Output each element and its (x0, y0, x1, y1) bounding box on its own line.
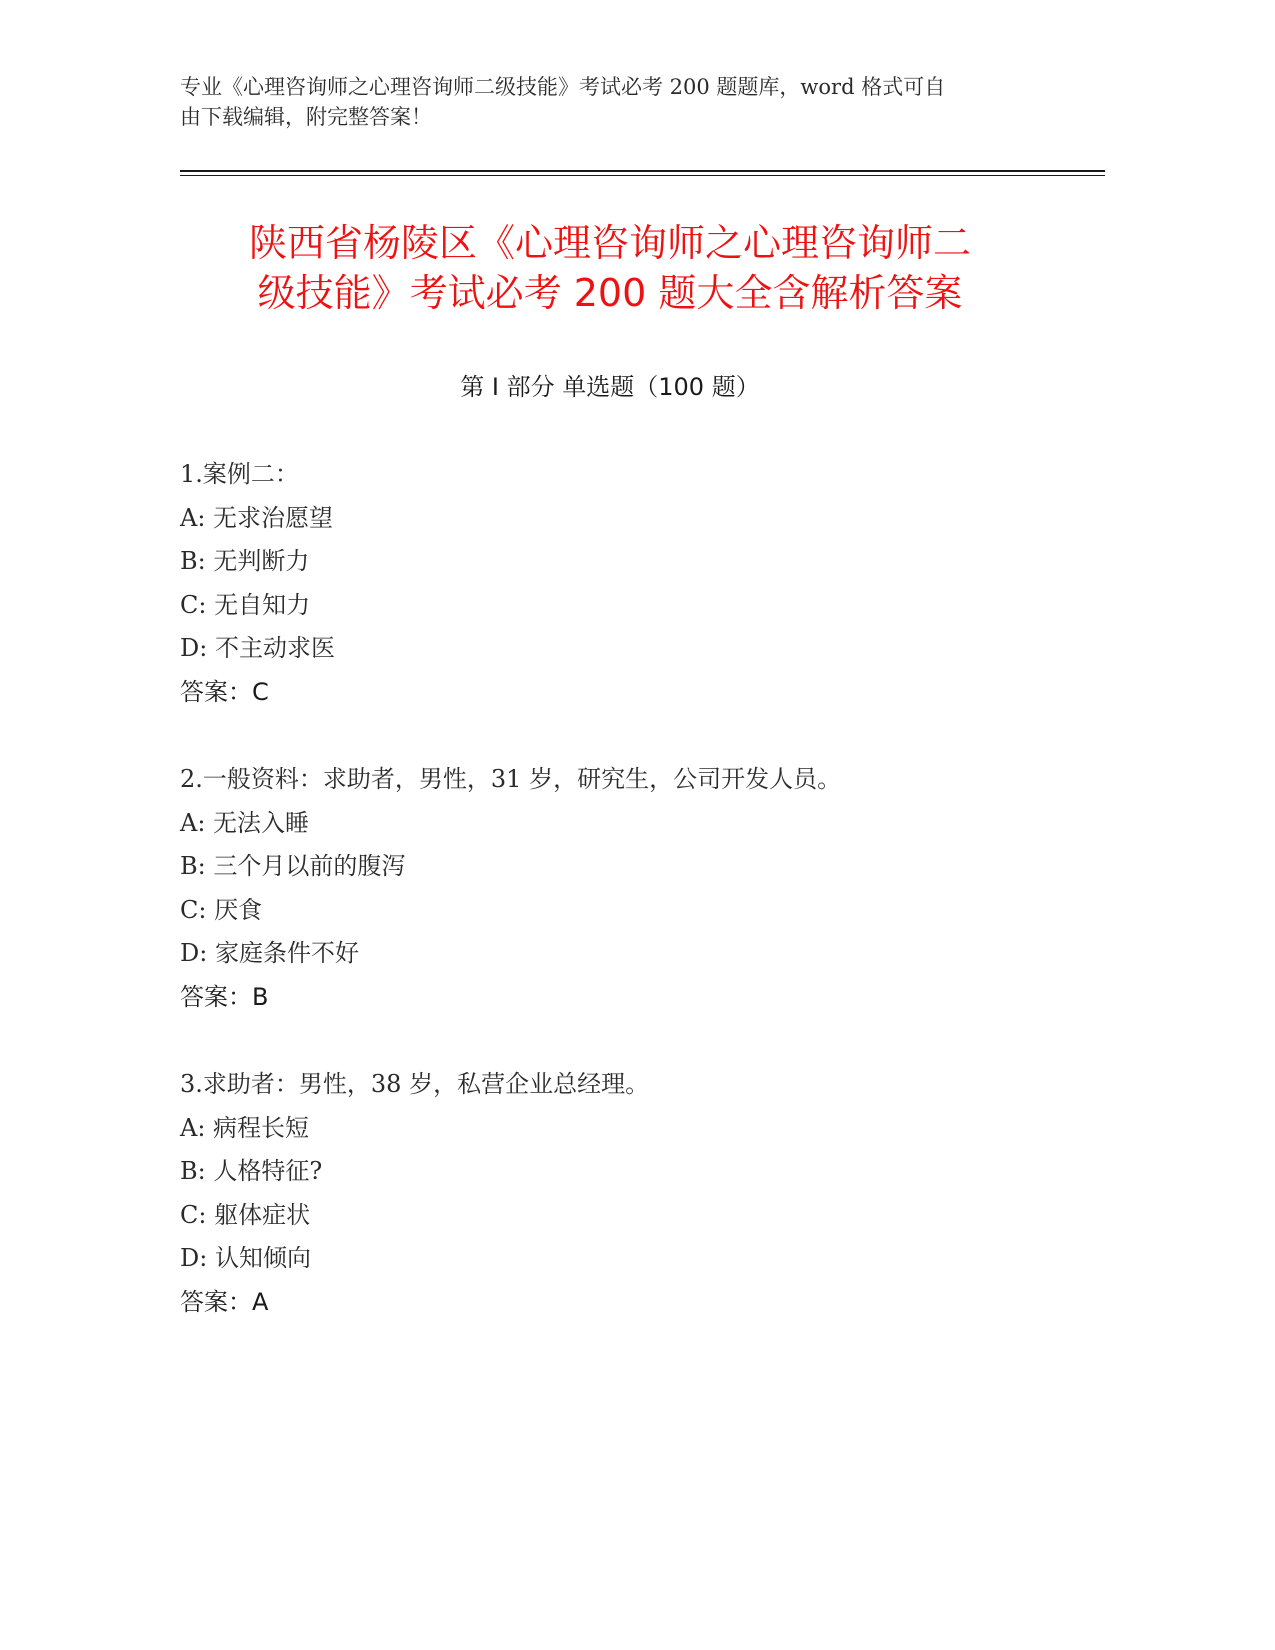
option-a: A: 无法入睡 (180, 808, 310, 837)
question-3 (180, 1063, 1080, 1324)
question-stem: 2.一般资料：求助者，男性，31 岁，研究生，公司开发人员。 (180, 765, 842, 793)
question-stem: 3.求助者：男性，38 岁，私营企业总经理。 (180, 1070, 650, 1098)
section-title: 第 I 部分 单选题（100 题） (460, 373, 760, 401)
answer: 答案：B (180, 982, 269, 1011)
document-title-line-1: 陕西省杨陵区《心理咨询师之心理咨询师二 (248, 221, 971, 265)
option-d: D: 不主动求医 (180, 634, 335, 662)
option-a: A: 无求治愿望 (180, 503, 334, 532)
option-d: D: 家庭条件不好 (180, 939, 359, 967)
question-2 (180, 758, 1080, 1019)
option-c: C: 躯体症状 (180, 1200, 311, 1229)
option-b: B: 人格特征? (180, 1157, 323, 1185)
document-title (180, 218, 1040, 318)
option-b: B: 三个月以前的腹泻 (180, 852, 406, 880)
answer: 答案：C (180, 677, 269, 706)
question-1 (180, 453, 1080, 714)
header-note (180, 72, 1030, 132)
header-divider-thin (180, 175, 1105, 176)
option-c: C: 厌食 (180, 895, 263, 924)
option-a: A: 病程长短 (180, 1113, 310, 1142)
option-d: D: 认知倾向 (180, 1244, 311, 1272)
header-divider-thick (180, 170, 1105, 172)
answer: 答案：A (180, 1287, 269, 1316)
option-b: B: 无判断力 (180, 547, 310, 575)
option-c: C: 无自知力 (180, 590, 311, 619)
header-note-line-2: 由下载编辑，附完整答案！ (180, 105, 432, 129)
header-note-line-1: 专业《心理咨询师之心理咨询师二级技能》考试必考 200 题题库，word 格式可自 (180, 75, 946, 99)
question-stem: 1.案例二： (180, 460, 299, 488)
document-title-line-2: 级技能》考试必考 200 题大全含解析答案 (257, 271, 963, 315)
